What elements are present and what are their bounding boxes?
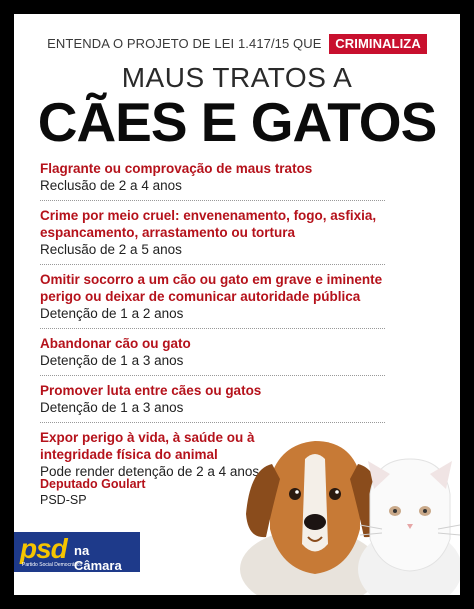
signature-block bbox=[40, 476, 146, 508]
crime-headline: Crime por meio cruel: envenenamento, fogo, asfixia, espancamento, arrastamento ou tortura bbox=[40, 208, 377, 240]
crime-item bbox=[40, 160, 385, 201]
psd-logo-subtitle: Partido Social Democrático bbox=[22, 562, 83, 568]
crime-headline: Abandonar cão ou gato bbox=[40, 336, 191, 351]
deputy-name: Deputado Goulart bbox=[40, 477, 146, 491]
psd-logo bbox=[14, 532, 140, 572]
crime-penalty: Reclusão de 2 a 5 anos bbox=[40, 242, 182, 257]
crime-item bbox=[40, 335, 385, 376]
title-line-2: CÃES E GATOS bbox=[37, 91, 437, 153]
kicker-line bbox=[14, 34, 460, 54]
criminaliza-tag: CRIMINALIZA bbox=[329, 34, 427, 54]
psd-logo-mark: psd bbox=[20, 533, 67, 564]
crime-item bbox=[40, 271, 385, 329]
cat-illustration bbox=[358, 459, 460, 595]
crime-headline: Promover luta entre cães ou gatos bbox=[40, 383, 262, 398]
dog-and-cat-image bbox=[210, 419, 460, 595]
crime-headline: Flagrante ou comprovação de maus tratos bbox=[40, 161, 313, 176]
psd-logo-suffix: na Câmara bbox=[74, 543, 122, 573]
crime-penalty: Detenção de 1 a 2 anos bbox=[40, 306, 184, 321]
crime-item bbox=[40, 207, 385, 265]
kicker-text: ENTENDA O PROJETO DE LEI 1.417/15 QUE bbox=[47, 36, 322, 51]
title-line-1: MAUS TRATOS A bbox=[121, 62, 353, 93]
crime-headline: Omitir socorro a um cão ou gato em grave e iminente perigo ou deixar de comunicar autoridade pública bbox=[40, 272, 383, 304]
crime-penalty: Pode render detenção de 2 a 4 anos bbox=[40, 464, 260, 479]
poster bbox=[14, 14, 460, 595]
crime-penalty: Reclusão de 2 a 4 anos bbox=[40, 178, 182, 193]
deputy-party: PSD-SP bbox=[40, 493, 87, 507]
crime-penalty: Detenção de 1 a 3 anos bbox=[40, 353, 184, 368]
crime-headline: Expor perigo à vida, à saúde ou à integridade física do animal bbox=[40, 430, 255, 462]
crime-penalty: Detenção de 1 a 3 anos bbox=[40, 400, 184, 415]
crime-item bbox=[40, 382, 385, 423]
